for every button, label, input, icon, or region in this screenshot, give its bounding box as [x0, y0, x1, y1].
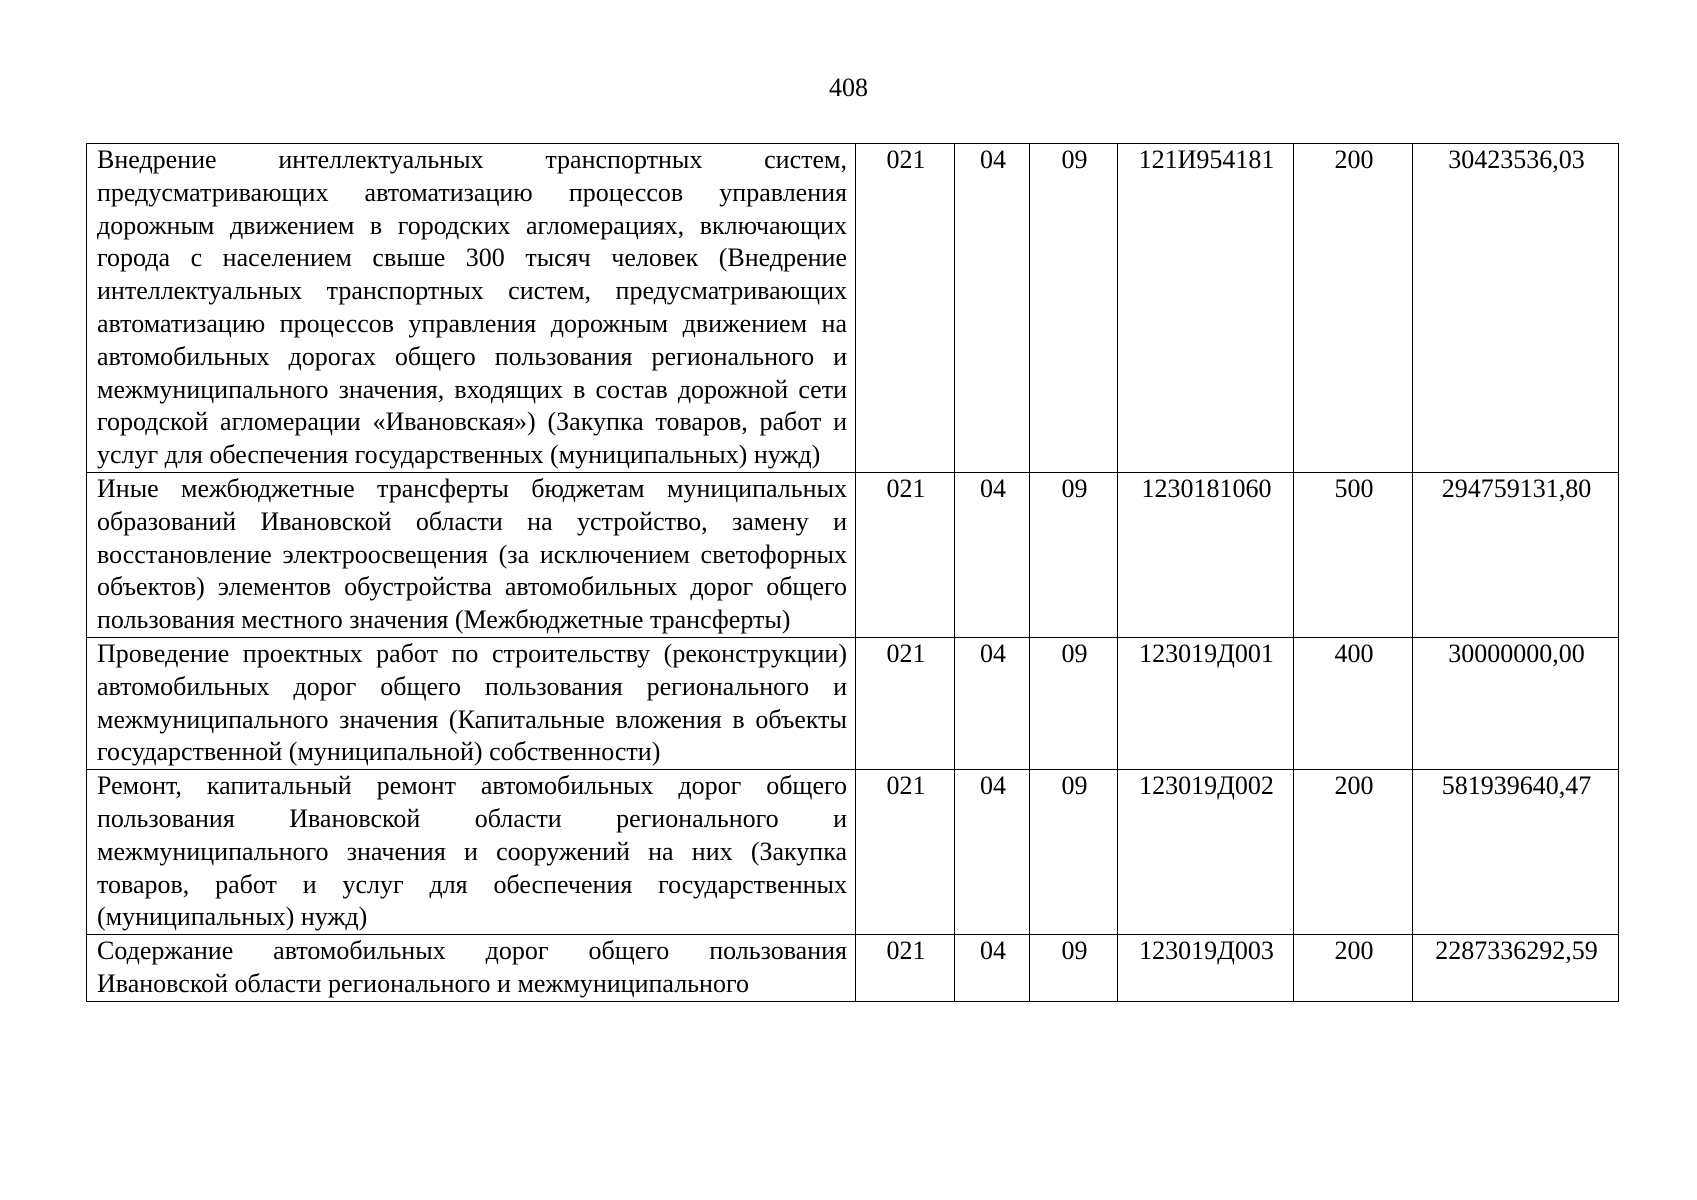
table-row — [87, 770, 1619, 935]
expense-type-code: 200 — [1294, 935, 1413, 1002]
table-row — [87, 935, 1619, 1002]
ministry-code: 021 — [856, 144, 955, 473]
ministry-code: 021 — [856, 637, 955, 769]
expense-type-code: 200 — [1294, 144, 1413, 473]
subsection-code: 09 — [1030, 770, 1118, 935]
section-code: 04 — [955, 637, 1030, 769]
target-article-code: 123019Д001 — [1118, 637, 1294, 769]
expense-type-code: 500 — [1294, 472, 1413, 637]
section-code: 04 — [955, 472, 1030, 637]
table-row — [87, 472, 1619, 637]
subsection-code: 09 — [1030, 472, 1118, 637]
row-description: Ремонт, капитальный ремонт автомобильных дорог общего пользования Ивановской области регионального и межмуниципального значения и сооружений на них (Закупка товаров, работ и услуг для обеспечения государственных (муниципальных) нужд) — [87, 770, 856, 935]
amount-value: 30000000,00 — [1413, 637, 1619, 769]
expense-type-code: 200 — [1294, 770, 1413, 935]
amount-value: 294759131,80 — [1413, 472, 1619, 637]
row-description: Проведение проектных работ по строительству (реконструкции) автомобильных дорог общего пользования регионального и межмуниципального значения (Капитальные вложения в объекты государственной (муниципальной) собственности) — [87, 637, 856, 769]
target-article-code: 123019Д002 — [1118, 770, 1294, 935]
target-article-code: 123019Д003 — [1118, 935, 1294, 1002]
section-code: 04 — [955, 144, 1030, 473]
budget-table — [86, 143, 1619, 1002]
subsection-code: 09 — [1030, 935, 1118, 1002]
row-description: Внедрение интеллектуальных транспортных систем, предусматривающих автоматизацию процессов управления дорожным движением в городских агломерациях, включающих города с населением свыше 300 тысяч человек (Внедрение интеллектуальных транспортных систем, предусматривающих автоматизацию процессов управления дорожным движением на автомобильных дорогах общего пользования регионального и межмуниципального значения, входящих в состав дорожной сети городской агломерации «Ивановская») (Закупка товаров, работ и услуг для обеспечения государственных (муниципальных) нужд) — [87, 144, 856, 473]
amount-value: 581939640,47 — [1413, 770, 1619, 935]
ministry-code: 021 — [856, 770, 955, 935]
section-code: 04 — [955, 935, 1030, 1002]
section-code: 04 — [955, 770, 1030, 935]
row-description: Содержание автомобильных дорог общего пользования Ивановской области регионального и межмуниципального — [87, 935, 856, 1002]
amount-value: 2287336292,59 — [1413, 935, 1619, 1002]
table-row — [87, 144, 1619, 473]
page-number: 408 — [829, 73, 868, 102]
ministry-code: 021 — [856, 472, 955, 637]
row-description: Иные межбюджетные трансферты бюджетам муниципальных образований Ивановской области на устройство, замену и восстановление электроосвещения (за исключением светофорных объектов) элементов обустройства автомобильных дорог общего пользования местного значения (Межбюджетные трансферты) — [87, 472, 856, 637]
ministry-code: 021 — [856, 935, 955, 1002]
subsection-code: 09 — [1030, 637, 1118, 769]
amount-value: 30423536,03 — [1413, 144, 1619, 473]
subsection-code: 09 — [1030, 144, 1118, 473]
target-article-code: 121И954181 — [1118, 144, 1294, 473]
expense-type-code: 400 — [1294, 637, 1413, 769]
table-row — [87, 637, 1619, 769]
target-article-code: 1230181060 — [1118, 472, 1294, 637]
